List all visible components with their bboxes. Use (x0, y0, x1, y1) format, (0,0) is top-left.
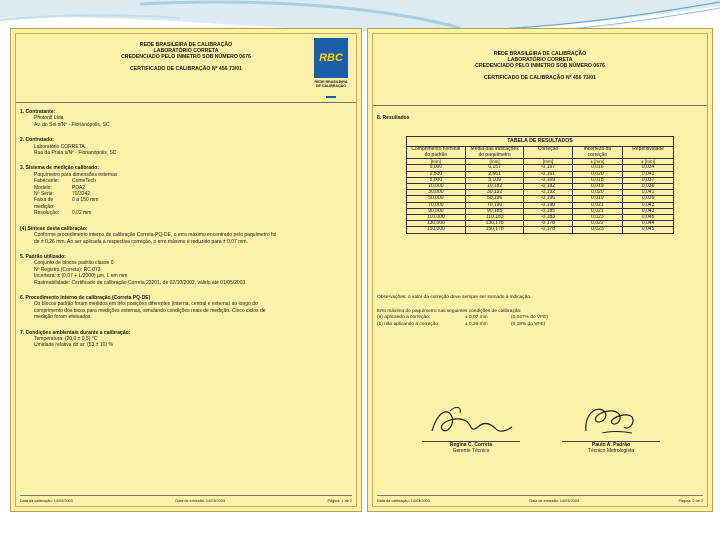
table-cell: 150,178 (465, 227, 524, 233)
table-cell: 0,037 (623, 177, 674, 183)
column-header: Média das indicações do paquímetro (465, 147, 524, 159)
table-cell: 0,019 (572, 184, 623, 190)
erro-row-b: (b) não aplicando a correção: ± 0,26 mm (0,18% do VFE) (377, 321, 546, 327)
table-cell: 5,000 (407, 177, 466, 183)
header-line-1: REDE BRASILEIRA DE CALIBRAÇÃO (139, 42, 233, 48)
procedimento-line-3: medição foram efetuados. (34, 314, 92, 321)
table-cell: -0,178 (524, 221, 572, 227)
table-cell: -0,157 (524, 165, 572, 171)
erro-row-a: (a) aplicando a correção: ± 0,07 mm (0,047% do VFE) (377, 315, 548, 321)
page-1-footer (20, 495, 352, 503)
contratado-name: Laboratório CORRETA (34, 143, 85, 150)
header-line-2: LABORATÓRIO CORRETA (153, 48, 219, 55)
table-cell: 2,661 (465, 171, 524, 177)
table-cell: 0,021 (572, 202, 623, 208)
table-cell: 0,023 (572, 215, 623, 221)
table-cell: -0,182 (524, 184, 572, 190)
table-cell: -0,192 (524, 190, 572, 196)
section-sintese-title: (4) Síntese desta calibração: (20, 225, 88, 232)
certificate-page-2 (367, 28, 713, 512)
header-line-2: LABORATÓRIO CORRETA (507, 57, 573, 64)
table-cell: 0,045 (623, 227, 674, 233)
calibration-date: Data da calibração: 14/03/2003 (20, 499, 73, 503)
condicoes-umidade: Umidade relativa do ar: (53 ± 10) % (34, 342, 113, 349)
signature-block-2 (556, 401, 666, 454)
table-cell: -0,161 (524, 171, 572, 177)
header-divider (373, 105, 707, 106)
rbc-logo-mark: RBC (314, 38, 348, 78)
table-cell: 50,000 (407, 196, 466, 202)
table-cell: 0,036 (623, 184, 674, 190)
padrao-line-2: Nº Registro (Correta): RC 073 (34, 266, 101, 273)
contratante-name: Photonit Ltda (34, 115, 64, 122)
table-cell: 0,034 (623, 165, 674, 171)
section-sistema-title: 3. Sistema de medição calibrado: (20, 165, 99, 172)
signature-2-role: Técnico Metrologista (587, 448, 635, 454)
table-cell: 0,016 (572, 165, 623, 171)
table-row (407, 227, 674, 233)
contratado-address: Rua da Praia s/Nº - Florianópolis, SC (34, 150, 117, 157)
table-cell: 0,000 (407, 165, 466, 171)
signature-1-role: Gerente Técnico (452, 448, 490, 454)
column-header: Repetitividade (623, 147, 674, 159)
table-cell: 0,023 (572, 227, 623, 233)
table-cell: -0,183 (524, 215, 572, 221)
table-cell: 150,000 (407, 227, 466, 233)
signature-1-image (426, 401, 516, 441)
header-line-3: CREDENCIADO PELO INMETRO SOB NÚMERO 0676 (475, 63, 605, 70)
rbc-logo (314, 38, 348, 104)
calibration-date: Data da calibração: 14/03/2003 (377, 499, 430, 503)
procedimento-line-1: Os blocos padrão foram medidos em três posições diferentes (interna, central e externa) ao longo do (34, 301, 258, 308)
table-cell: 0,021 (572, 208, 623, 214)
sistema-spec-row: Nº Série: 70/3242 (34, 191, 91, 198)
table-cell: 5,109 (465, 177, 524, 183)
table-cell: 70,000 (407, 202, 466, 208)
certificate-header (11, 42, 361, 72)
unit-cell: ± [mm] (623, 159, 674, 165)
sistema-spec-row: Fabricante: ComeTech (34, 178, 96, 185)
table-cell: 0,044 (623, 221, 674, 227)
table-cell: 2,500 (407, 171, 466, 177)
page-2-body (377, 115, 703, 121)
table-cell: 130,178 (465, 221, 524, 227)
table-cell: 0,018 (572, 177, 623, 183)
page-number: Página: 2 de 2 (678, 499, 703, 503)
table-cell: -0,196 (524, 196, 572, 202)
table-cell: 110,183 (465, 215, 524, 221)
table-cell: 30,000 (407, 190, 466, 196)
table-cell: 0,045 (623, 215, 674, 221)
table-cell: 50,196 (465, 196, 524, 202)
unit-cell: [mm] (407, 159, 466, 165)
header-line-3: CREDENCIADO PELO INMETRO SOB NÚMERO 0676 (121, 54, 251, 61)
unit-cell: [mm] (465, 159, 524, 165)
unit-cell: ± [mm] (572, 159, 623, 165)
condicoes-temperatura: Temperatura: (20,0 ± 0,5) °C (34, 335, 98, 342)
results-table-title: TABELA DE RESULTADOS (406, 136, 674, 146)
certificate-header (368, 51, 712, 81)
table-cell: 0,022 (572, 221, 623, 227)
signature-1-name: Regina C. Correta (449, 442, 493, 448)
table-cell: 10,000 (407, 184, 466, 190)
section-padrao-title: 5. Padrão utilizado: (20, 253, 66, 260)
observacoes (377, 295, 703, 328)
sistema-spec-row: Modelo: PDA2 (34, 184, 86, 191)
certificate-page-1 (10, 28, 362, 512)
table-cell: 10,182 (465, 184, 524, 190)
sistema-description: Paquímetro para dimensões externas (34, 171, 118, 178)
table-cell: -0,185 (524, 208, 572, 214)
rbc-logo-caption: REDE BRASILEIRA DE CALIBRAÇÃO (314, 80, 348, 89)
table-cell: 70,190 (465, 202, 524, 208)
table-cell: 110,000 (407, 215, 466, 221)
table-cell: 0,019 (572, 196, 623, 202)
signature-block-1 (416, 401, 526, 454)
sistema-spec-row: Resolução: 0,02 mm (34, 210, 92, 217)
sistema-spec-row: Faixa de medição: 0 a 150 mm (34, 197, 99, 210)
sintese-line-1: Conforme procedimento interno de calibração Correta-PQ-DE, o erro máximo encontrado pelo paquímetro foi (34, 232, 277, 239)
page-2-footer (377, 495, 703, 503)
padrao-line-1: Conjunto de blocos padrão classe 0 (34, 260, 114, 267)
table-cell: 0,020 (572, 190, 623, 196)
signature-2-image (566, 401, 656, 441)
signature-2-name: Paulo A. Padrão (591, 442, 631, 448)
emission-date: Data de emissão: 14/03/2003 (175, 499, 225, 503)
erro-maximo-title: Erro máximo do paquímetro nas seguintes condições de calibração: (377, 309, 522, 315)
table-header-row (407, 147, 674, 159)
section-resultados-title: 8. Resultados (377, 115, 410, 121)
header-divider (16, 102, 356, 103)
padrao-line-4: Rastreabilidade: Certificado de calibração Correta 23201, de 02/10/2002, válido até 01/05/2003. (34, 279, 247, 286)
emission-date: Data de emissão: 14/03/2003 (529, 499, 579, 503)
section-contratado-title: 2. Contratado: (20, 137, 54, 144)
section-condicoes-title: 7. Condições ambientais durante a calibração: (20, 329, 131, 336)
table-cell: -0,109 (524, 177, 572, 183)
table-cell: 0,043 (623, 208, 674, 214)
table-cell: 0,157 (465, 165, 524, 171)
column-header: Incerteza da correção (572, 147, 623, 159)
table-cell: 0,043 (623, 202, 674, 208)
section-contratante-title: 1. Contratante: (20, 109, 56, 115)
page-1-body (20, 109, 352, 349)
certificate-title: CERTIFICADO DE CALIBRAÇÃO Nº 456 73/01 (483, 74, 596, 81)
table-cell: 90,185 (465, 208, 524, 214)
column-header: Comprimento nominal do padrão (407, 147, 466, 159)
page-number: Página: 1 de 2 (327, 499, 352, 503)
procedimento-line-2: comprimento dos bicos para medições externas, simulando condições reais de medição. Cinco ciclos de (34, 307, 266, 314)
padrao-line-3: Incerteza: ± (0,07 + L/2000) µm, L em mm (34, 273, 128, 280)
column-header: Correção (524, 147, 572, 159)
inmetro-mark-icon (326, 90, 336, 98)
certificate-title: CERTIFICADO DE CALIBRAÇÃO Nº 456 73/01 (129, 65, 242, 72)
table-cell: -0,190 (524, 202, 572, 208)
table-cell: 130,000 (407, 221, 466, 227)
table-cell: 90,000 (407, 208, 466, 214)
table-cell: 0,020 (572, 171, 623, 177)
section-procedimento-title: 6. Procedimento interno de calibração (Correta PQ-DE) (20, 294, 151, 301)
results-table (406, 136, 674, 234)
table-cell: 0,041 (623, 190, 674, 196)
observacoes-text: Observações: o valor da correção deve sempre ser somado à indicação. (377, 295, 532, 300)
unit-cell: [mm] (524, 159, 572, 165)
sintese-line-2: de ± 0,26 mm. Ao ser aplicada a respectiva correção, o erro máximo é reduzido para ± 0,07 mm. (34, 238, 248, 245)
table-cell: -0,178 (524, 227, 572, 233)
table-cell: 0,041 (623, 171, 674, 177)
table-cell: 0,039 (623, 196, 674, 202)
header-line-1: REDE BRASILEIRA DE CALIBRAÇÃO (493, 51, 587, 57)
contratante-address: Av. do Sol s/Nº - Florianópolis, SC (34, 121, 110, 128)
table-cell: 30,192 (465, 190, 524, 196)
